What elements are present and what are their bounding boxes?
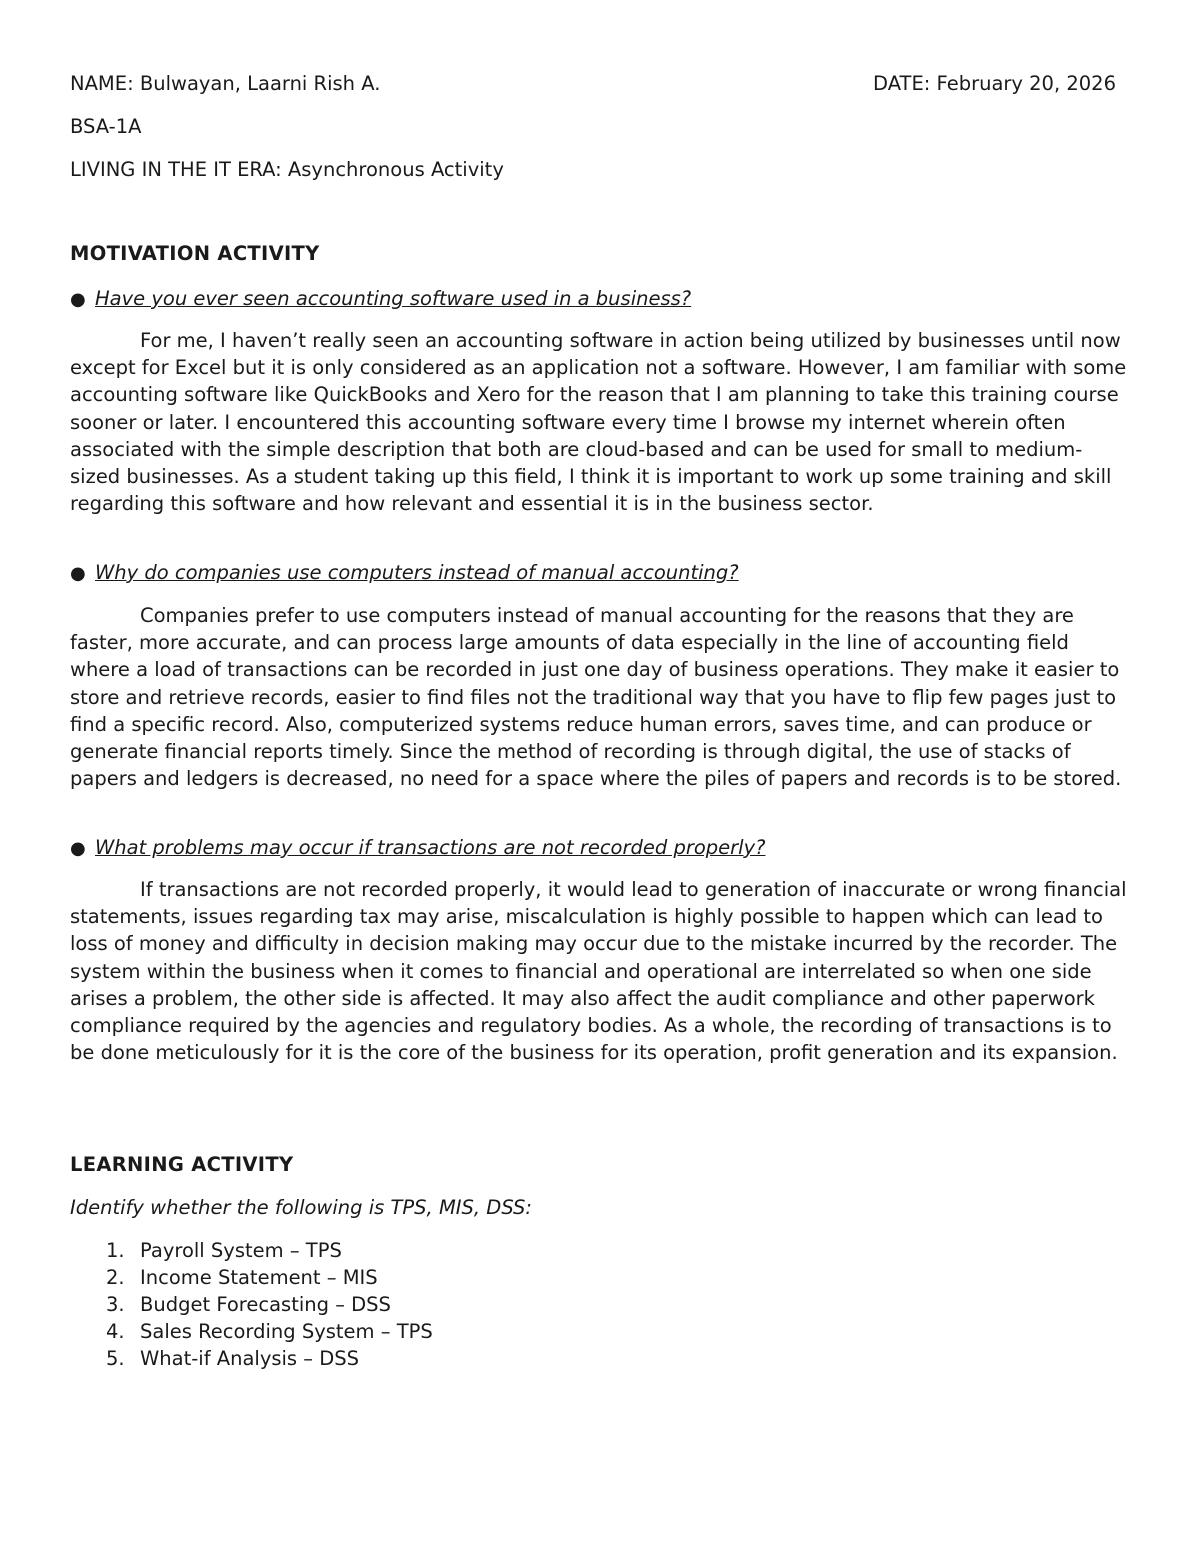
submission-date: DATE: February 20, 2026 [873,72,1116,95]
answer-3: If transactions are not recorded properly, it would lead to generation of inaccurate or wrong financial statements, issues regarding tax may arise, miscalculation is highly possible to happen which can lead to loss of money and difficulty in decision making may occur due to the mistake incurred by the recorder. The system within the business when it comes to financial and operational are interrelated so when one side arises a problem, the other side is affected. It may also affect the audit compliance and other paperwork compliance required by the agencies and regulatory bodies. As a whole, the recording of transactions is to be done meticulously for it is the core of the business for its operation, profit generation and its expansion. [70,878,1127,1065]
section-label: BSA-1A [70,115,142,138]
question-2 [70,559,739,587]
student-name: NAME: Bulwayan, Laarni Rish A. [70,72,381,95]
bullet-icon: ● [70,289,86,310]
course-title: LIVING IN THE IT ERA: Asynchronous Activity [70,158,504,181]
list-item: 3. Budget Forecasting – DSS [106,1293,391,1316]
answer-2: Companies prefer to use computers instead of manual accounting for the reasons that they are faster, more accurate, and can process large amounts of data especially in the line of accounting field where a load of transactions can be recorded in just one day of business operations. They make it easier to store and retrieve records, easier to find files not the traditional way that you have to flip few pages just to find a specific record. Also, computerized systems reduce human errors, saves time, and can produce or generate financial reports timely. Since the method of recording is through digital, the use of stacks of papers and ledgers is decreased, no need for a space where the piles of papers and records is to be stored. [70,604,1122,791]
bullet-icon: ● [70,563,86,584]
learning-list [70,1237,433,1372]
list-item: 5. What-if Analysis – DSS [106,1347,360,1370]
question-3 [70,834,765,862]
question-text: Have you ever seen accounting software used in a business? [95,287,692,310]
learning-instruction: Identify whether the following is TPS, MIS, DSS: [70,1196,532,1219]
motivation-heading: MOTIVATION ACTIVITY [70,242,320,265]
answer-1: For me, I haven’t really seen an accounting software in action being utilized by businesses until now except for Excel but it is only considered as an application not a software. However, I am familiar with some accounting software like QuickBooks and Xero for the reason that I am planning to take this training course sooner or later. I encountered this accounting software every time I browse my internet wherein often associated with the simple description that both are cloud-based and can be used for small to medium-sized businesses. As a student taking up this field, I think it is important to work up some training and skill regarding this software and how relevant and essential it is in the business sector. [70,329,1127,516]
question-text: What problems may occur if transactions are not recorded properly? [95,836,766,859]
bullet-icon: ● [70,838,86,859]
question-1 [70,285,691,313]
list-item: 2. Income Statement – MIS [106,1266,378,1289]
learning-heading: LEARNING ACTIVITY [70,1153,294,1176]
question-text: Why do companies use computers instead of manual accounting? [95,561,739,584]
list-item: 4. Sales Recording System – TPS [106,1320,433,1343]
list-item: 1. Payroll System – TPS [106,1239,342,1262]
